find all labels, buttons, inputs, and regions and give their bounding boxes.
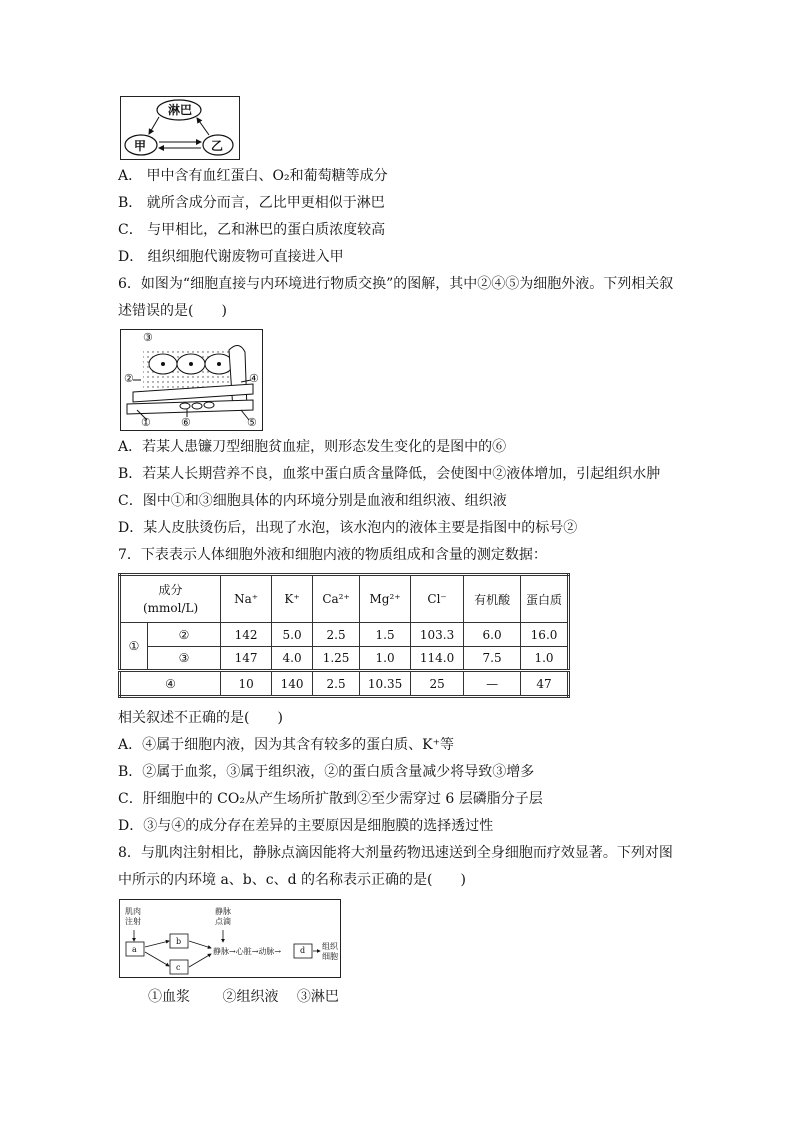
- header-na: Na⁺: [221, 575, 272, 623]
- table-cell: 1.0: [360, 647, 411, 671]
- injection-label-2: 注射: [125, 917, 141, 926]
- answer-lymph: ③淋巴: [296, 989, 339, 1005]
- q7-stem: 7．下表表示人体细胞外液和细胞内液的物质组成和含量的测定数据：: [118, 547, 547, 563]
- yi-label: 乙: [211, 139, 224, 153]
- box-b: b: [176, 937, 182, 946]
- q5-option-a: A． 甲中含有血红蛋白、O₂和葡萄糖等成分: [118, 168, 388, 184]
- table-cell: 140: [272, 671, 313, 697]
- table-cell: 2.5: [313, 623, 360, 647]
- header-protein: 蛋白质: [521, 575, 569, 623]
- table-cell: 1.5: [360, 623, 411, 647]
- drip-label-1: 静脉: [215, 907, 231, 916]
- q6-option-b: B．若某人长期营养不良，血浆中蛋白质含量降低，会使图中②液体增加，引起组织水肿: [118, 466, 661, 482]
- q7-option-d: D．③与④的成分存在差异的主要原因是细胞膜的选择透过性: [118, 818, 494, 834]
- header-cl: Cl⁻: [411, 575, 464, 623]
- q6-stem-line2: 述错误的是( ): [118, 303, 227, 319]
- fig-label-6: ⑥: [181, 416, 191, 429]
- q5-option-d: D． 组织细胞代谢废物可直接进入甲: [118, 249, 344, 265]
- jia-label: 甲: [134, 139, 147, 153]
- table-cell: 2.5: [313, 671, 360, 697]
- q8-stem-line2: 中所示的内环境 a、b、c、d 的名称表示正确的是( ): [118, 872, 466, 888]
- q7-sub-stem: 相关叙述不正确的是( ): [118, 710, 283, 726]
- table-corner: [120, 575, 221, 623]
- table-cell: 6.0: [464, 623, 521, 647]
- drip-label-2: 点滴: [215, 917, 231, 926]
- table-cell: 114.0: [411, 647, 464, 671]
- lymph-diagram: [120, 96, 240, 160]
- table-cell: 7.5: [464, 647, 521, 671]
- table-cell: 25: [411, 671, 464, 697]
- q6-option-c: C．图中①和③细胞具体的内环境分别是血液和组织液、组织液: [118, 493, 507, 509]
- tissue-label-1: 组织: [322, 942, 338, 951]
- q8-answer-choices: [148, 986, 339, 1006]
- table-cell: —: [464, 671, 521, 697]
- composition-table: [118, 573, 570, 698]
- table-cell: 10: [221, 671, 272, 697]
- answer-plasma: ①血浆: [148, 989, 190, 1005]
- fig-label-1: ①: [141, 416, 151, 429]
- q7-option-c: C．肝细胞中的 CO₂从产生场所扩散到②至少需穿过 6 层磷脂分子层: [118, 791, 543, 807]
- q6-stem-line1: 6．如图为“细胞直接与内环境进行物质交换”的图解，其中②④⑤为细胞外液。下列相关叙: [118, 276, 674, 292]
- row-label: ③: [148, 647, 221, 671]
- corner-top: 成分: [158, 583, 183, 597]
- table-cell: 1.0: [521, 647, 569, 671]
- q6-option-a: A．若某人患镰刀型细胞贫血症，则形态发生变化的是图中的⑥: [118, 439, 507, 455]
- table-cell: 147: [221, 647, 272, 671]
- table-cell: 142: [221, 623, 272, 647]
- fig-label-3: ③: [143, 331, 153, 344]
- table-cell: 1.25: [313, 647, 360, 671]
- cell-exchange-diagram: [120, 329, 263, 431]
- table-cell: 103.3: [411, 623, 464, 647]
- corner-bottom: (mmol/L): [142, 601, 199, 615]
- q5-option-b: B． 就所含成分而言，乙比甲更相似于淋巴: [118, 195, 385, 211]
- box-c: c: [176, 963, 181, 972]
- answer-tissue-fluid: ②组织液: [222, 989, 279, 1005]
- header-ca: Ca²⁺: [313, 575, 360, 623]
- q5-option-c: C． 与甲相比，乙和淋巴的蛋白质浓度较高: [118, 222, 386, 238]
- injection-label-1: 肌肉: [125, 907, 141, 916]
- row-label: ④: [120, 671, 221, 697]
- header-mg: Mg²⁺: [360, 575, 411, 623]
- table-cell: 10.35: [360, 671, 411, 697]
- injection-flow-diagram: [119, 899, 341, 978]
- fig-label-2: ②: [124, 372, 134, 385]
- box-a: a: [132, 945, 137, 954]
- header-k: K⁺: [272, 575, 313, 623]
- box-d: d: [300, 946, 306, 955]
- q8-stem-line1: 8．与肌肉注射相比，静脉点滴因能将大剂量药物迅速送到全身细胞而疗效显著。下列对图: [118, 845, 673, 861]
- table-cell: 5.0: [272, 623, 313, 647]
- flow-text: 静脉→心脏→动脉→: [213, 947, 282, 956]
- lymph-label: 淋巴: [168, 103, 193, 117]
- header-organic-acid: 有机酸: [464, 575, 521, 623]
- q6-option-d: D．某人皮肤烫伤后，出现了水泡，该水泡内的液体主要是指图中的标号②: [118, 520, 578, 536]
- group-label: ①: [120, 623, 148, 671]
- q7-option-a: A．④属于细胞内液，因为其含有较多的蛋白质、K⁺等: [118, 737, 454, 753]
- q7-option-b: B．②属于血浆，③属于组织液，②的蛋白质含量减少将导致③增多: [118, 764, 535, 780]
- table-cell: 16.0: [521, 623, 569, 647]
- tissue-label-2: 细胞: [322, 952, 338, 961]
- table-cell: 4.0: [272, 647, 313, 671]
- table-cell: 47: [521, 671, 569, 697]
- fig-label-5: ⑤: [247, 416, 257, 429]
- row-label: ②: [148, 623, 221, 647]
- fig-label-4: ④: [249, 372, 259, 385]
